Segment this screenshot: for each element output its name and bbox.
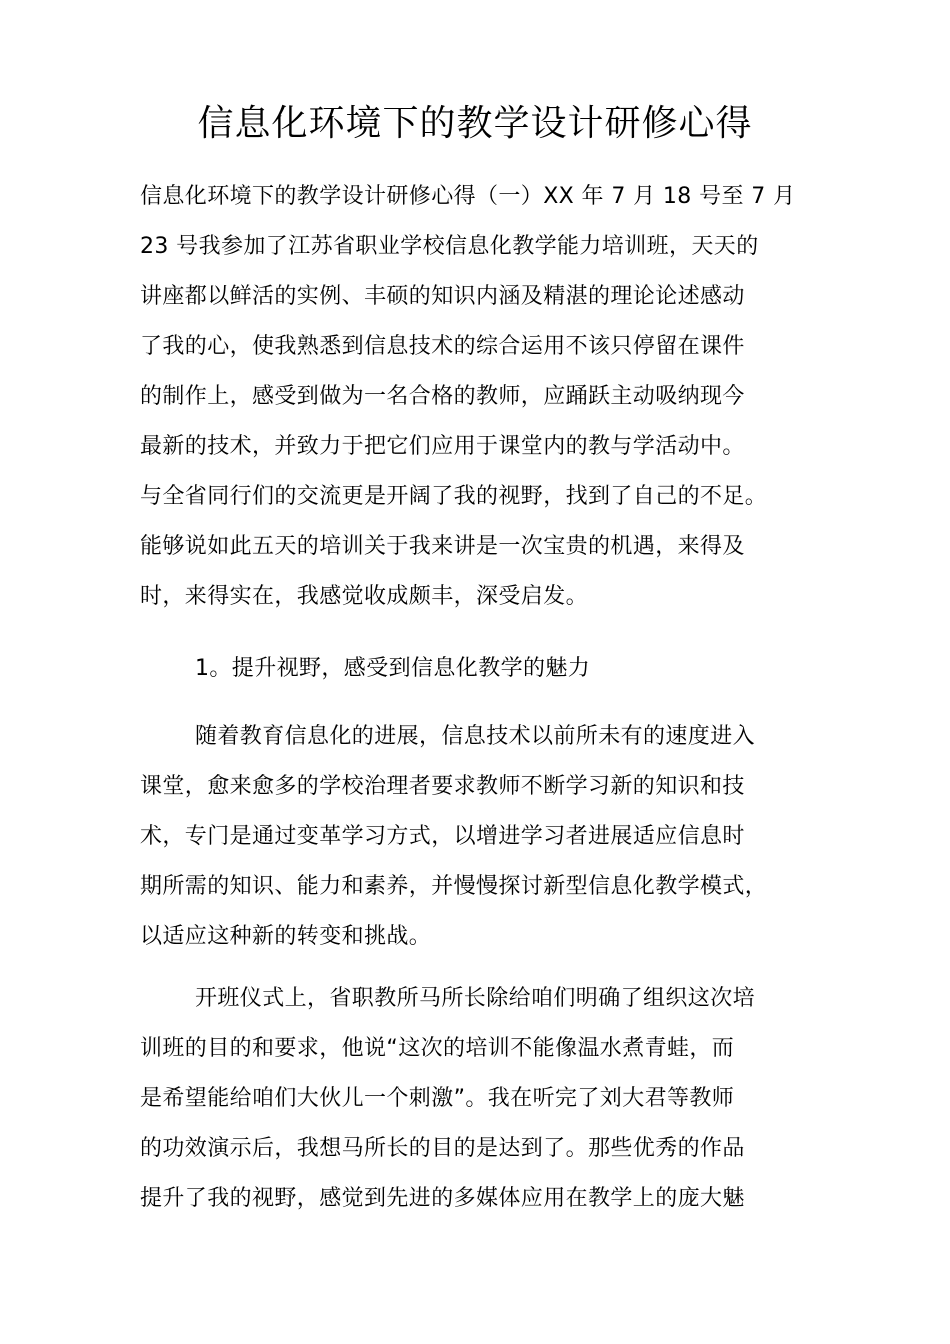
text-line: 与全省同行们的交流更是开阔了我的视野，找到了自己的不足。 bbox=[140, 484, 768, 509]
text-line: 术，专门是通过变革学习方式，以增进学习者进展适应信息时 bbox=[140, 824, 745, 849]
section-heading-text: 1。提升视野，感受到信息化教学的魅力 bbox=[195, 656, 591, 681]
paragraph-opening-ceremony bbox=[140, 974, 816, 1224]
paragraph-intro bbox=[140, 172, 816, 622]
text-line: 是希望能给咱们大伙儿一个刺激”。我在听完了刘大君等教师 bbox=[140, 1086, 735, 1111]
text-line: 信息化环境下的教学设计研修心得（一）XX 年 7 月 18 号至 7 月 bbox=[140, 184, 796, 209]
text-line: 随着教育信息化的进展，信息技术以前所未有的速度进入 bbox=[195, 724, 756, 749]
section-heading bbox=[140, 644, 816, 694]
text-line: 的制作上，感受到做为一名合格的教师，应踊跃主动吸纳现今 bbox=[140, 384, 745, 409]
text-line: 以适应这种新的转变和挑战。 bbox=[140, 924, 432, 949]
paragraph-section-1 bbox=[140, 712, 816, 962]
text-line: 训班的目的和要求，他说“这次的培训不能像温水煮青蛙，而 bbox=[140, 1036, 735, 1061]
text-line: 开班仪式上，省职教所马所长除给咱们明确了组织这次培 bbox=[195, 986, 756, 1011]
page-title: 信息化环境下的教学设计研修心得 bbox=[197, 103, 753, 144]
text-line: 期所需的知识、能力和素养，并慢慢探讨新型信息化教学模式， bbox=[140, 874, 768, 899]
text-line: 时，来得实在，我感觉收成颇丰，深受启发。 bbox=[140, 584, 589, 609]
text-line: 最新的技术，并致力于把它们应用于课堂内的教与学活动中。 bbox=[140, 434, 745, 459]
text-line: 23 号我参加了江苏省职业学校信息化教学能力培训班，天天的 bbox=[140, 234, 759, 259]
text-line: 的功效演示后，我想马所长的目的是达到了。那些优秀的作品 bbox=[140, 1136, 745, 1161]
text-line: 提升了我的视野，感觉到先进的多媒体应用在教学上的庞大魅 bbox=[140, 1186, 745, 1211]
text-line: 讲座都以鲜活的实例、丰硕的知识内涵及精湛的理论论述感动 bbox=[140, 284, 745, 309]
text-line: 了我的心，使我熟悉到信息技术的综合运用不该只停留在课件 bbox=[140, 334, 745, 359]
text-line: 能够说如此五天的培训关于我来讲是一次宝贵的机遇，来得及 bbox=[140, 534, 745, 559]
text-line: 课堂，愈来愈多的学校治理者要求教师不断学习新的知识和技 bbox=[140, 774, 745, 799]
